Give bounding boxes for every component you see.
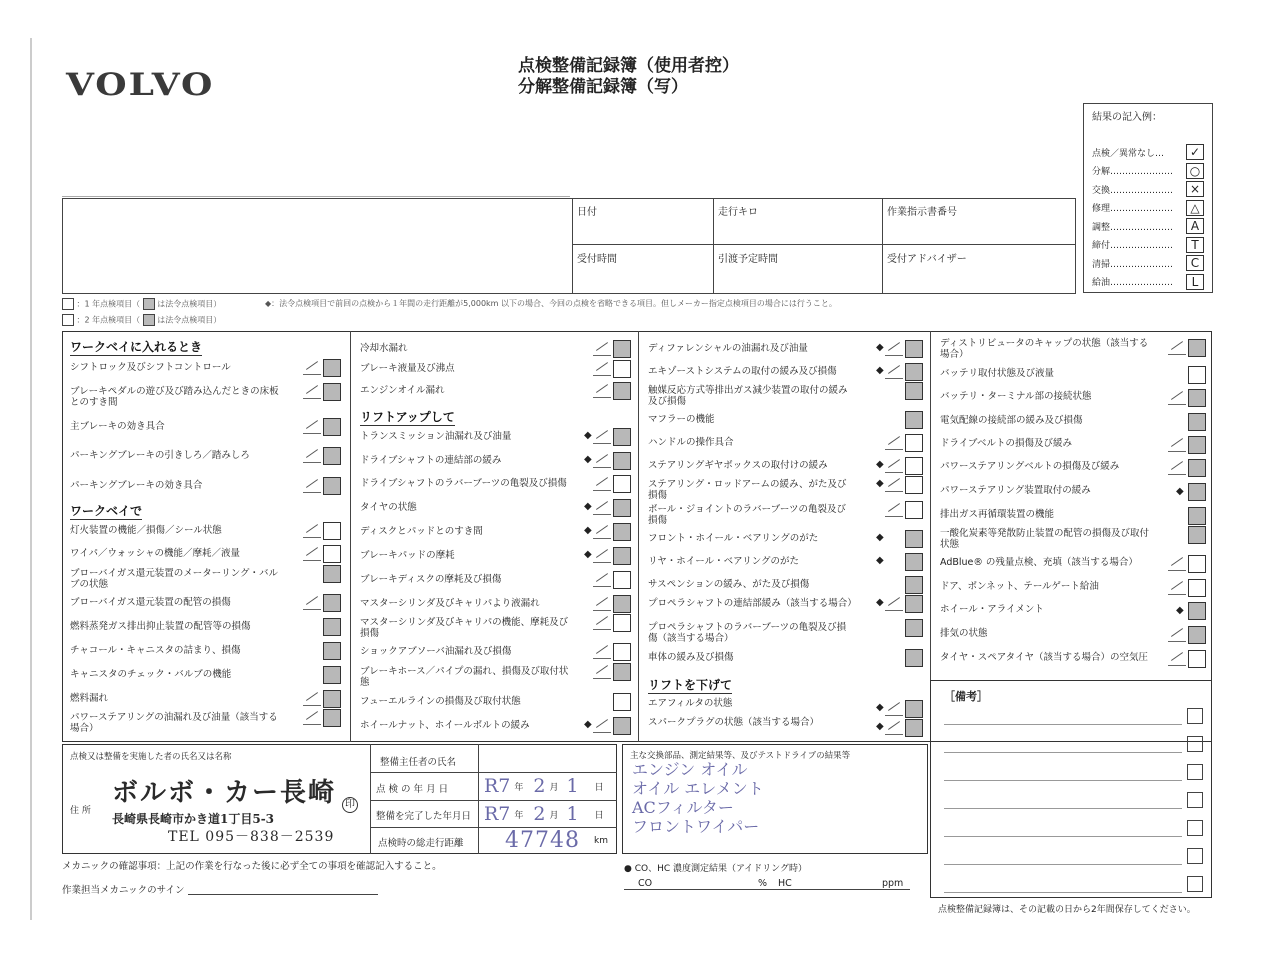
legend-title: 結果の記入例： [1092,112,1162,123]
check-box[interactable] [323,383,341,401]
note-text: は法令点検項目） [157,315,222,325]
legend-row [1092,236,1204,255]
checklist-item: 主ブレーキの効き具合 [70,421,165,432]
pct-unit: % [758,878,768,889]
advisor-label: 受付アドバイザー [887,254,967,265]
divider [370,800,617,801]
diamond-icon: ◆ [876,342,884,353]
address-label: 住 所 [70,806,91,816]
remarks-check-box[interactable] [1187,792,1203,808]
remarks-line[interactable] [944,892,1182,893]
check-box[interactable] [613,643,631,661]
checklist-item: ドライブシャフトの連結部の緩み [360,455,502,466]
remarks-check-box[interactable] [1187,820,1203,836]
check-box[interactable] [323,690,341,708]
chief-label: 整備主任者の氏名 [380,757,457,768]
co-hc-label: ● CO、HC 濃度測定結果（アイドリング時） [624,864,808,874]
check-box[interactable] [613,428,631,446]
remarks-title: ［備考］ [944,690,988,703]
diamond-icon: ◆ [584,454,592,465]
checklist-item: 排気の状態 [940,628,988,639]
diamond-icon: ◆ [876,459,884,470]
delivery-time-label: 引渡予定時間 [718,254,778,265]
check-mark-icon [303,692,321,706]
checklist-item: ブレーキ液量及び沸点 [360,363,455,374]
check-box[interactable] [905,700,923,718]
check-box[interactable] [1188,555,1206,573]
part-entry: ACフィルター [632,798,734,817]
checklist-item: ワイパ／ウォッシャの機能／摩耗／液量 [70,548,240,559]
checklist-item: マフラーの機能 [648,414,715,425]
check-box[interactable] [905,619,923,637]
diamond-icon: ◆ [876,532,884,543]
check-mark-icon [885,436,903,450]
notes-biennial [62,314,221,326]
check-mark-icon [1168,438,1186,452]
legend-symbol: △ [1186,200,1204,216]
km-unit: km [594,836,608,846]
check-mark-icon [593,616,611,630]
remarks-check-box[interactable] [1187,764,1203,780]
completed-date-label: 整備を完了した年月日 [376,811,472,822]
check-box[interactable] [613,475,631,493]
section-heading: ワークベイで [70,504,143,518]
check-box[interactable] [613,360,631,378]
check-box[interactable] [323,618,341,636]
check-mark-icon [593,362,611,376]
check-box[interactable] [1188,389,1206,407]
check-box[interactable] [613,340,631,358]
title-line-2: 分解整備記録簿（写） [518,77,688,97]
checklist-item: エキゾーストシステムの取付の緩み及び損傷 [648,366,837,377]
check-box[interactable] [323,642,341,660]
checklist-item: ディスクとパッドとのすき間 [360,526,483,537]
check-box[interactable] [905,411,923,429]
divider [62,196,570,197]
check-box[interactable] [905,719,923,737]
legend-row [1092,180,1204,199]
check-mark-icon [303,711,321,725]
remarks-line[interactable] [944,724,1182,725]
shop-label: 点検又は整備を実施した者の氏名又は名称 [70,752,232,762]
check-mark-icon [593,665,611,679]
check-mark-icon [1168,461,1186,475]
era-value: R7 [484,775,511,797]
divider [572,198,573,294]
check-box[interactable] [613,614,631,632]
legend-row [1092,273,1204,292]
mileage-label: 走行キロ [718,207,758,218]
notes-annual [62,298,221,310]
checklist-item: 冷却水漏れ [360,343,408,354]
check-box[interactable] [1188,339,1206,357]
diamond-icon: ◆ [876,721,884,732]
legend-label: 調整………………… [1092,222,1174,233]
co-hc-row [624,874,910,890]
checklist-item: ホイールナット、ホイールボルトの緩み [360,720,530,731]
checklist-item: バッテリ・ターミナル部の接続状態 [940,391,1092,402]
check-box[interactable] [1188,507,1206,525]
check-mark-icon [885,503,903,517]
check-mark-icon [303,596,321,610]
check-mark-icon [593,573,611,587]
date-label: 日付 [577,207,597,218]
empty-box-icon [62,298,74,310]
check-box[interactable] [905,576,923,594]
check-box[interactable] [613,382,631,400]
checklist-item: パーキングブレーキの効き具合 [70,480,203,491]
note-text: ：2 年点検項目（ [76,315,141,325]
check-mark-icon [885,597,903,611]
unit-text: 年 [514,782,524,793]
check-box[interactable] [905,553,923,571]
legend-label: 交換………………… [1092,185,1174,196]
title-line-1: 点検整備記録簿（使用者控） [518,56,739,76]
diamond-icon: ◆ [876,597,884,608]
remarks-check-box[interactable] [1187,736,1203,752]
check-box[interactable] [905,382,923,400]
check-box[interactable] [1188,526,1206,544]
checklist-item: 一酸化炭素等発散防止装置の配管の損傷及び取付状態 [940,528,1150,550]
check-box[interactable] [613,717,631,735]
check-mark-icon [593,525,611,539]
checklist-item: パワーステアリングの油漏れ及び油量（該当する場合） [70,712,278,734]
part-entry: オイル エレメント [632,779,764,798]
month-value: 2 [533,803,546,825]
check-box[interactable] [323,477,341,495]
remarks-line[interactable] [944,836,1182,837]
check-mark-icon [885,702,903,716]
check-mark-icon [593,645,611,659]
checklist-item: 排出ガス再循環装置の機能 [940,509,1055,520]
diamond-icon: ◆ [584,430,592,441]
checklist-item: スパークプラグの状態（該当する場合） [648,717,820,728]
checklist-item: 灯火装置の機能／損傷／シール状態 [70,525,222,536]
diamond-icon: ◆ [876,555,884,566]
diamond-icon: ◆ [1176,605,1184,616]
check-box[interactable] [1188,626,1206,644]
check-box[interactable] [905,501,923,519]
check-mark-icon [885,459,903,473]
check-box[interactable] [1188,366,1206,384]
check-mark-icon [1168,628,1186,642]
checklist-item: ホイール・アライメント [940,604,1044,615]
legend-symbol: ○ [1186,163,1204,179]
diamond-icon: ◆ [584,525,592,536]
check-mark-icon [885,721,903,735]
unit-text: 年 [514,810,524,821]
checklist-item: AdBlue® の残量点検、充填（該当する場合） [940,557,1138,568]
checklist-item: タイヤ・スペアタイヤ（該当する場合）の空気圧 [940,652,1148,663]
divider [350,331,351,742]
note-text: ：1 年点検項目（ [76,299,141,309]
check-box[interactable] [1188,483,1206,501]
result-legend [1083,103,1213,293]
checklist-item: バッテリ取付状態及び液量 [940,368,1055,379]
checklist-item: マスターシリンダ及びキャリパより液漏れ [360,598,540,609]
check-mark-icon [885,342,903,356]
check-mark-icon [593,597,611,611]
parts-label: 主な交換部品、測定結果等、及びテストドライブの結果等 [630,751,851,761]
check-box[interactable] [613,571,631,589]
check-mark-icon [593,430,611,444]
diamond-icon: ◆ [1176,486,1184,497]
document-title [518,56,739,98]
retention-note: 点検整備記録簿は、その記載の日から2年間保存してください。 [938,905,1196,915]
check-box[interactable] [1188,436,1206,454]
part-entry: フロントワイパー [632,817,760,836]
checklist-item: キャニスタのチェック・バルブの機能 [70,669,232,680]
legend-symbol: A [1186,218,1204,234]
check-box[interactable] [613,693,631,711]
divider [572,244,1076,245]
legend-label: 分解………………… [1092,167,1174,178]
checklist-item: エアフィルタの状態 [648,698,733,709]
check-box[interactable] [323,709,341,727]
signature-line[interactable] [188,894,378,895]
checklist-item: ブローバイガス還元装置の配管の損傷 [70,597,231,608]
remarks-check-box[interactable] [1187,876,1203,892]
checklist-item: 車体の緩み及び損傷 [648,652,734,663]
checklist-item: プロペラシャフトの連結部緩み（該当する場合） [648,598,857,609]
checklist-item: マスターシリンダ及びキャリパの機能、摩耗及び損傷 [360,617,569,639]
volvo-logo: VOLVO [66,67,215,103]
ppm-unit: ppm [882,878,904,889]
checklist-item: フューエルラインの損傷及び取付状態 [360,696,521,707]
check-box[interactable] [323,447,341,465]
remarks-line[interactable] [944,780,1182,781]
divider [370,744,371,854]
legend-symbol: T [1186,237,1204,253]
divider [478,744,479,854]
section-heading: リフトアップして [360,410,455,424]
mileage-total-value: 47748 [505,828,580,853]
day-value: 1 [566,803,579,825]
checklist-item: ブレーキペダルの遊び及び踏み込んだときの床板とのすき間 [70,386,279,408]
notes-diamond: ◆：法令点検項目で前回の点検から１年間の走行距離が5,000km 以下の場合、今回の点検を省略できる項目。但しメーカー指定点検項目の場合には行うこと。 [265,299,837,308]
checklist-item: ドライブベルトの損傷及び緩み [940,438,1073,449]
legend-label: 給油………………… [1092,278,1174,289]
check-mark-icon [303,361,321,375]
divider [713,198,714,294]
check-mark-icon [1168,581,1186,595]
check-box[interactable] [1188,413,1206,431]
check-box[interactable] [323,418,341,436]
check-mark-icon [593,549,611,563]
check-mark-icon [1168,557,1186,571]
checklist-item: ディファレンシャルの油漏れ及び油量 [648,343,808,354]
check-mark-icon [1168,391,1186,405]
checklist-item: ブローバイガス還元装置のメーターリング・バルブの状態 [70,568,279,590]
diamond-icon: ◆ [584,719,592,730]
check-mark-icon [593,384,611,398]
check-box[interactable] [905,457,923,475]
checklist-item: 電気配線の接続部の緩み及び損傷 [940,415,1083,426]
checklist-item: リヤ・ホイール・ベアリングのがた [648,556,800,567]
checklist-item: ボール・ジョイントのラバーブーツの亀裂及び損傷 [648,504,846,526]
checklist-item: トランスミッション油漏れ及び油量 [360,431,512,442]
check-mark-icon [885,478,903,492]
check-box[interactable] [323,565,341,583]
remarks-check-box[interactable] [1187,708,1203,724]
remarks-line[interactable] [944,808,1182,809]
check-box[interactable] [323,666,341,684]
inspection-date-label: 点 検 の 年 月 日 [376,784,449,795]
check-box[interactable] [905,434,923,452]
grey-box-icon [143,298,155,310]
check-mark-icon [593,342,611,356]
check-box[interactable] [613,523,631,541]
legend-row [1092,217,1204,236]
grey-box-icon [143,314,155,326]
shop-name-stamp: ボルボ・カー長崎 [112,778,337,808]
checklist-item: シフトロック及びシフトコントロール [70,362,231,373]
check-box[interactable] [323,359,341,377]
check-mark-icon [593,477,611,491]
check-mark-icon [303,385,321,399]
check-box[interactable] [905,595,923,613]
legend-symbol: ✓ [1186,144,1204,160]
legend-row [1092,254,1204,273]
era-value: R7 [484,803,511,825]
diamond-icon: ◆ [876,702,884,713]
unit-text: 日 [594,782,604,793]
checklist-item: 触媒反応方式等排出ガス減少装置の取付の緩み及び損傷 [648,385,848,407]
co-label: CO [638,878,653,889]
checklist-item: 燃料漏れ [70,693,109,704]
checklist-item: ステアリングギヤボックスの取付けの緩み [648,460,828,471]
unit-text: 日 [594,810,604,821]
legend-symbol: L [1186,274,1204,290]
unit-text: 月 [549,782,559,793]
checklist-item: ドライブシャフトのラバーブーツの亀裂及び損傷 [360,478,567,489]
check-box[interactable] [323,522,341,540]
check-box[interactable] [1188,579,1206,597]
empty-box-icon [62,314,74,326]
checklist-item: ブレーキホース／パイプの漏れ、損傷及び取付状態 [360,666,569,688]
check-box[interactable] [905,363,923,381]
checklist-item: 燃料蒸発ガス排出抑止装置の配管等の損傷 [70,621,251,632]
check-mark-icon [593,501,611,515]
legend-row [1092,162,1204,181]
checklist-item: パーキングブレーキの引きしろ／踏みしろ [70,450,250,461]
unit-text: 月 [549,810,559,821]
work-order-label: 作業指示書番号 [887,207,957,218]
check-box[interactable] [613,595,631,613]
check-mark-icon [593,454,611,468]
divider [638,331,639,742]
check-mark-icon [1168,652,1186,666]
check-box[interactable] [613,663,631,681]
note-text: は法令点検項目） [157,299,222,309]
legend-symbol: C [1186,255,1204,271]
shop-address-stamp: 長崎県長崎市かき道1丁目5-3 [112,812,275,826]
legend-label: 清掃………………… [1092,259,1174,270]
checklist-item: ステアリング・ロッドアームの緩み、がた及び損傷 [648,479,847,501]
part-entry: エンジン オイル [632,760,748,779]
check-mark-icon [593,719,611,733]
check-mark-icon [303,547,321,561]
mechanic-note: メカニックの確認事項：上記の作業を行なった後に必ず全ての事項を確認記入すること。 [62,861,442,872]
diamond-icon: ◆ [876,478,884,489]
reception-time-label: 受付時間 [577,254,617,265]
inspection-date-value [484,775,614,797]
checklist-item: チャコール・キャニスタの詰まり、損傷 [70,645,241,656]
remarks-line[interactable] [944,752,1182,753]
checklist-item: パワーステアリング装置取付の緩み [940,485,1091,496]
check-box[interactable] [1188,459,1206,477]
divider [370,772,617,773]
section-heading: リフトを下げて [648,678,733,692]
completed-date-value [484,803,614,825]
check-box[interactable] [613,499,631,517]
checklist-item: ハンドルの操作具合 [648,437,734,448]
checklist-item: フロント・ホイール・ベアリングのがた [648,533,819,544]
remarks-line[interactable] [944,864,1182,865]
parts-list [632,760,764,836]
check-box[interactable] [613,452,631,470]
remarks-check-box[interactable] [1187,848,1203,864]
checklist-item: ブレーキディスクの摩耗及び損傷 [360,574,502,585]
check-box[interactable] [323,545,341,563]
mileage-total-label: 点検時の総走行距離 [378,838,464,849]
check-box[interactable] [905,340,923,358]
check-box[interactable] [1188,650,1206,668]
signature-label: 作業担当メカニックのサイン [62,885,185,896]
check-mark-icon [303,449,321,463]
checklist-item: ディストリビュータのキャップの状態（該当する場合） [940,338,1149,360]
check-mark-icon [303,524,321,538]
check-box[interactable] [323,594,341,612]
checklist-item: エンジンオイル漏れ [360,385,445,396]
diamond-icon: ◆ [876,365,884,376]
divider [882,198,883,294]
check-box[interactable] [1188,602,1206,620]
checklist-item: プロペラシャフトのラバーブーツの亀裂及び損傷（該当する場合） [648,622,847,644]
check-box[interactable] [905,476,923,494]
check-mark-icon [303,479,321,493]
legend-row [1092,143,1204,162]
legend-label: 点検／異常なし… [1092,148,1165,159]
checklist-item: ブレーキパッドの摩耗 [360,550,455,561]
check-mark-icon [885,365,903,379]
check-mark-icon [1168,341,1186,355]
diamond-icon: ◆ [584,549,592,560]
check-box[interactable] [905,530,923,548]
seal-mark: 印 [342,797,358,813]
day-value: 1 [566,775,579,797]
legend-row [1092,199,1204,218]
checklist-item: タイヤの状態 [360,502,417,513]
check-mark-icon [303,420,321,434]
month-value: 2 [533,775,546,797]
check-box[interactable] [613,547,631,565]
check-box[interactable] [905,649,923,667]
legend-label: 締付………………… [1092,241,1174,252]
shop-tel-stamp: TEL 095－838－2539 [168,829,335,845]
checklist-item: サスペンションの緩み、がた及び損傷 [648,579,810,590]
legend-label: 修理………………… [1092,204,1174,215]
checklist-item: パワーステアリングベルトの損傷及び緩み [940,461,1120,472]
section-heading: ワークベイに入れるとき [70,340,203,354]
checklist-item: ドア、ボンネット、テールゲート給油 [940,581,1099,592]
checklist-item: ショックアブソーバ油漏れ及び損傷 [360,646,512,657]
hc-label: HC [778,878,792,889]
legend-symbol: × [1186,181,1204,197]
diamond-icon: ◆ [584,501,592,512]
remarks-box [930,680,1212,898]
